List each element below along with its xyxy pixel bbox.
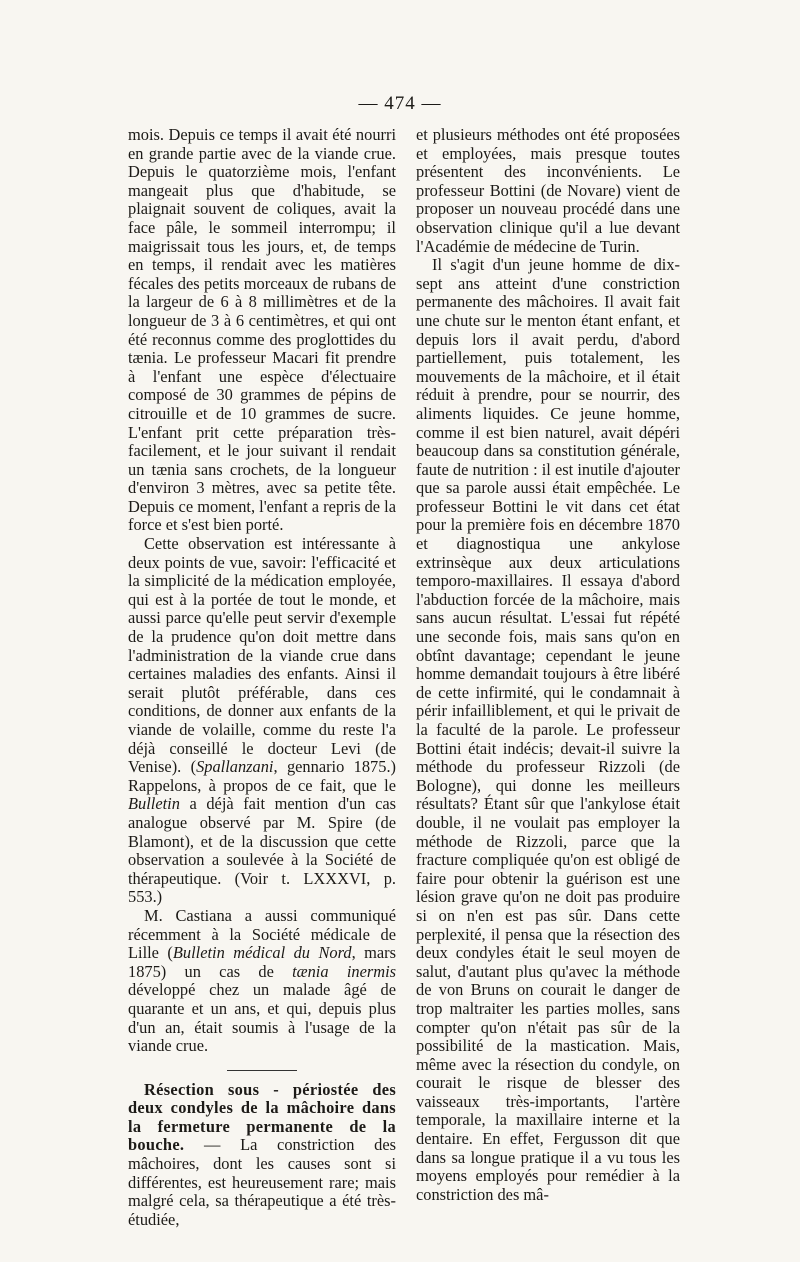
- journal-name-bulletin: Bulletin: [128, 794, 180, 814]
- section-heading: Résection sous - périostée des deux condyles de la mâchoire dans la fermeture permanente de la bouche.: [128, 1079, 396, 1155]
- section-paragraph: [128, 1081, 396, 1230]
- right-paragraph-2: Il s'agit d'un jeune homme de dix-sept ans atteint d'une constriction permanente des mâchoires. Il avait fait une chute sur le menton étant enfant, et depuis lors il avait perdu, d'abord partiellement, puis totalement, les mouvements de la mâchoire, et il était réduit à prendre, pour se nourrir, des aliments liquides. Ce jeune homme, comme il est bien naturel, avait dépéri beaucoup dans sa constitution générale, faute de nutrition : il est inutile d'ajouter que sa parole aussi était empêchée. Le professeur Bottini le vit dans cet état pour la première fois en décembre 1870 et diagnostiqua une ankylose extrinsèque aux deux articulations temporo-maxillaires. Il essaya d'abord l'abduction forcée de la mâchoire, mais sans aucun résultat. L'essai fut répété une seconde fois, mais sans qu'on en obtînt davantage; cependant le jeune homme demandait toujours à être libéré de cette infirmité, qui le condamnait à périr infailliblement, et qui le privait de la faculté de la parole. Le professeur Bottini était indécis; devait-il suivre la méthode du professeur Rizzoli (de Bologne), qui donne les meilleurs résultats? Étant sûr que l'ankylose était double, il ne voulait pas employer la méthode de Rizzoli, parce que la fracture compliquée qu'on est obligé de faire pour obtenir la guérison est une lésion grave qu'on ne doit pas produire si on n'en est pas sûr. Dans cette perplexité, il pensa que la résection des deux condyles était le seul moyen de salut, d'autant plus qu'avec la méthode de von Bruns on courait le danger de trop maltraiter les parties molles, sans compter qu'on n'était pas sûr de la possibilité de la mastication. Mais, même avec la résection du condyle, on courait le risque de blesser des vaisseaux très-importants, l'artère temporale, la maxillaire interne et la dentaire. En effet, Fergusson dit que dans sa longue pratique il a vu tous les moyens employés pour remédier à la constriction des mâ-: [416, 255, 680, 1204]
- left-paragraph-3-text-b: , mars 1875) un cas de: [128, 943, 396, 981]
- right-paragraph-1: et plusieurs méthodes ont été proposées et employées, mais presque toutes présentent des inconvénients. Le professeur Bottini (de Novare) vient de proposer un nouveau procédé dans une observation clinique qu'il a lue devant l'Académie de médecine de Turin.: [416, 125, 680, 256]
- left-column: [128, 126, 396, 1229]
- left-paragraph-3-text-c: développé chez un malade âgé de quarante et un ans, et qui, depuis plus d'un an, était soumis à l'usage de la viande crue.: [128, 980, 396, 1056]
- left-paragraph-3-text-a: M. Castiana a aussi communiqué récemment à la Société médicale de Lille (: [128, 905, 396, 963]
- journal-name-spallanzani: Spallanzani: [196, 757, 274, 777]
- section-text: — La constriction des mâchoires, dont les causes sont si différentes, est heureusement rare; mais malgré cela, sa thérapeutique a été très-étudiée,: [128, 1135, 396, 1229]
- left-paragraph-1: mois. Depuis ce temps il avait été nourri en grande partie avec de la viande crue. Depuis le quatorzième mois, l'enfant mangeait plus que d'habitude, se plaignait souvent de coliques, avait la face pâle, le sommeil interrompu; il maigrissait tous les jours, et, de temps en temps, il rendait avec les matières fécales des petits morceaux de rubans de la largeur de 6 à 8 millimètres et de la longueur de 3 à 6 centimètres, et qui ont été reconnus comme des proglottides du tænia. Le professeur Macari fit prendre à l'enfant une espèce d'électuaire composé de 30 grammes de pépins de citrouille et de 10 grammes de sucre. L'enfant prit cette préparation très-facilement, et le jour suivant il rendait un tænia sans crochets, de la longueur d'environ 3 mètres, avec sa petite tête. Depuis ce moment, l'enfant a repris de la force et s'est bien porté.: [128, 125, 396, 535]
- species-name: tænia inermis: [292, 961, 397, 981]
- left-paragraph-2: [128, 535, 396, 907]
- section-divider: [227, 1070, 297, 1071]
- left-paragraph-2-text-a: Cette observation est intéressante à deux points de vue, savoir: l'efficacité et la simplicité de la médication employée, qui est à la portée de tout le monde, et aussi parce qu'elle peut servir d'exemple de la prudence qu'on doit mettre dans l'administration de la viande crue dans certaines maladies des enfants. Ainsi il serait plutôt préférable, dans ces conditions, de donner aux enfants de la viande de volaille, comme du reste l'a déjà conseillé le docteur Levi (de Venise). (: [128, 534, 396, 777]
- journal-name-bulletin-medical: Bulletin médical du Nord: [172, 943, 352, 963]
- left-paragraph-2-text-b: , gennario 1875.) Rappelons, à propos de ce fait, que le: [128, 757, 396, 795]
- left-paragraph-2-text-c: a déjà fait mention d'un cas analogue observé par M. Spire (de Blamont), et de la discussion que cette observation a soulevée à la Société de thérapeutique. (Voir t. LXXXVI, p. 553.): [128, 794, 396, 907]
- page-number: — 474 —: [358, 93, 442, 114]
- right-column: [416, 126, 680, 1204]
- left-paragraph-3: [128, 907, 396, 1056]
